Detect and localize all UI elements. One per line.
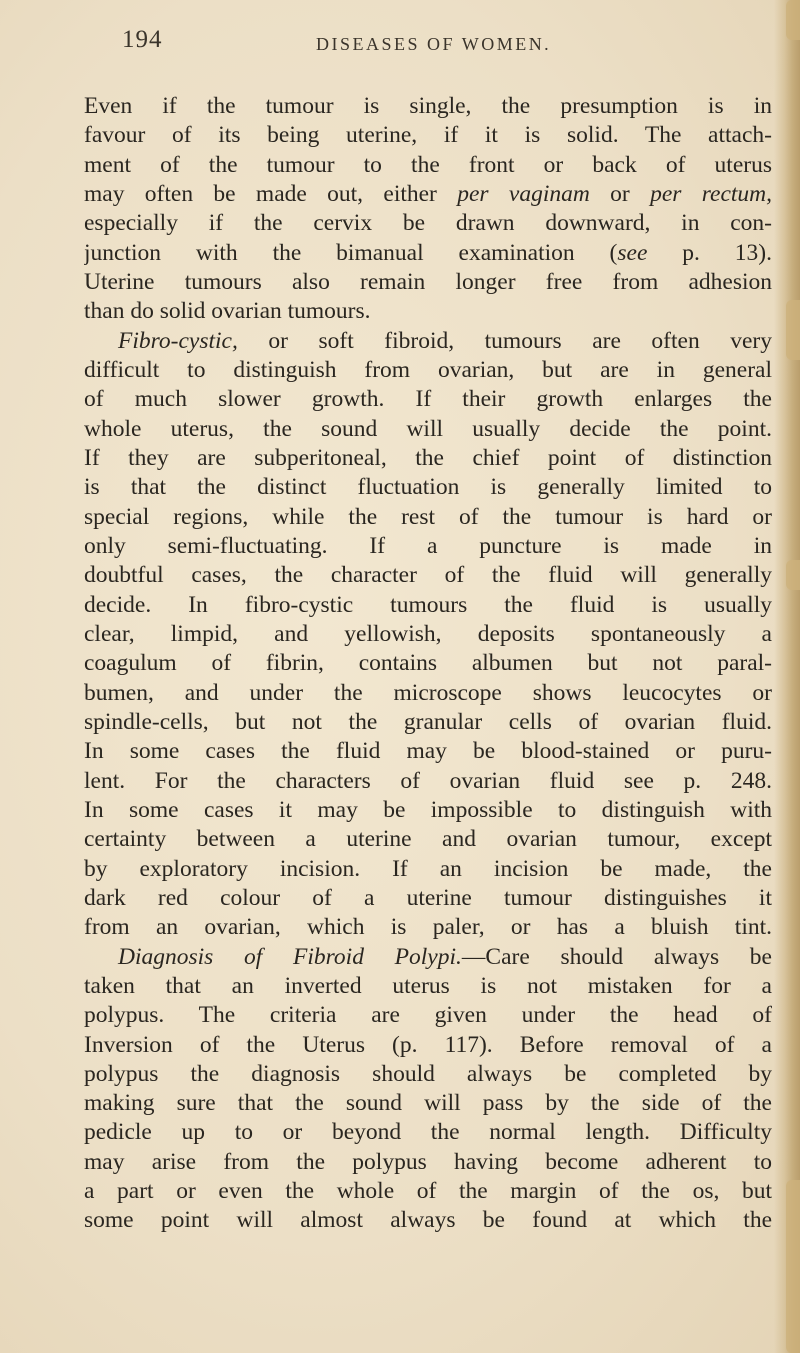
text-run: some point will almost always be found at which the (84, 1207, 772, 1234)
text-run: making sure that the sound will pass by the side of the (84, 1090, 772, 1117)
text-line (84, 884, 772, 913)
text-line (84, 297, 772, 326)
text-line (84, 591, 772, 620)
body-text (84, 92, 772, 1236)
text-run: p. 13). (647, 239, 772, 266)
text-line (84, 679, 772, 708)
text-run: decide. In fibro-cystic tumours the fluid is usually (84, 591, 772, 618)
text-line (84, 708, 772, 737)
text-run: ment of the tumour to the front or back of uterus (84, 151, 772, 178)
text-run: or (589, 180, 651, 207)
text-run: clear, limpid, and yellowish, deposits spontaneously a (84, 620, 772, 647)
text-line (84, 1177, 772, 1206)
text-line (84, 855, 772, 884)
text-line (84, 561, 772, 590)
text-run: may often be made out, either (84, 180, 458, 207)
text-line (84, 796, 772, 825)
text-run: a part or even the whole of the margin of the os, but (84, 1178, 772, 1205)
page-edge-tear (786, 1180, 800, 1353)
text-run: taken that an inverted uterus is not mistaken for a (84, 972, 772, 999)
text-line (84, 532, 772, 561)
text-run: of much slower growth. If their growth enlarges the (84, 386, 772, 413)
text-run: certainty between a uterine and ovarian tumour, except (84, 826, 772, 853)
italic-text: see (617, 239, 648, 266)
text-line (84, 180, 772, 209)
text-line (84, 415, 772, 444)
text-run: may arise from the polypus having become adherent to (84, 1148, 772, 1175)
text-line (84, 151, 772, 180)
text-run: polypus. The criteria are given under the head of (84, 1002, 772, 1029)
page-edge-tear (786, 300, 800, 360)
text-line (84, 1206, 772, 1235)
text-line (84, 1089, 772, 1118)
text-run: or soft fibroid, tumours are often very (237, 327, 772, 354)
text-run: coagulum of fibrin, contains albumen but not paral- (84, 650, 772, 677)
text-run: by exploratory incision. If an incision be made, the (84, 855, 772, 882)
text-line (84, 1060, 772, 1089)
page-edge-shadow (774, 0, 800, 1353)
text-run: doubtful cases, the character of the fluid will generally (84, 562, 772, 589)
text-run: especially if the cervix be drawn downward, in con- (84, 210, 772, 237)
text-line (84, 385, 772, 414)
text-line (84, 943, 772, 972)
text-run: —Care should always be (461, 943, 772, 970)
text-run: only semi-fluctuating. If a puncture is made in (84, 532, 772, 559)
text-line (84, 1001, 772, 1030)
text-run: favour of its being uterine, if it is solid. The attach- (84, 122, 772, 149)
text-line (84, 649, 772, 678)
text-line (84, 1148, 772, 1177)
text-run: difficult to distinguish from ovarian, but are in general (84, 356, 772, 383)
text-run: spindle-cells, but not the granular cells of ovarian fluid. (84, 708, 772, 735)
text-line (84, 92, 772, 121)
text-run: Even if the tumour is single, the presumption is in (84, 93, 772, 119)
text-line (84, 239, 772, 268)
text-line (84, 737, 772, 766)
italic-text: Fibro-cystic, (118, 327, 238, 354)
text-line (84, 121, 772, 150)
text-line (84, 620, 772, 649)
text-line (84, 1118, 772, 1147)
text-run: If they are subperitoneal, the chief point of distinction (84, 444, 772, 471)
text-run: is that the distinct fluctuation is generally limited to (84, 474, 772, 501)
text-run: than do solid ovarian tumours. (84, 298, 371, 325)
text-run: special regions, while the rest of the tumour is hard or (84, 503, 772, 530)
running-head: DISEASES OF WOMEN. (316, 34, 552, 54)
text-run: In some cases the fluid may be blood-stained or puru- (84, 738, 772, 765)
text-run: polypus the diagnosis should always be completed by (84, 1060, 772, 1087)
text-line (84, 503, 772, 532)
page-edge-tear (786, 560, 800, 590)
text-run: Uterine tumours also remain longer free from adhesion (84, 268, 772, 295)
text-line (84, 209, 772, 238)
text-line (84, 444, 772, 473)
text-run: dark red colour of a uterine tumour distinguishes it (84, 884, 772, 911)
page-number: 194 (122, 26, 163, 53)
text-line (84, 1031, 772, 1060)
text-line (84, 473, 772, 502)
text-line (84, 268, 772, 297)
text-line (84, 356, 772, 385)
text-line (84, 767, 772, 796)
text-line (84, 825, 772, 854)
text-run: junction with the bimanual examination ( (84, 239, 618, 266)
italic-text: Diagnosis of Fibroid Polypi. (118, 943, 462, 970)
text-line (84, 972, 772, 1001)
text-line (84, 327, 772, 356)
text-run: whole uterus, the sound will usually decide the point. (84, 415, 772, 442)
italic-text: per rectum, (650, 180, 772, 207)
page-header (0, 26, 800, 62)
text-run: lent. For the characters of ovarian fluid see p. 248. (84, 767, 772, 794)
italic-text: per vaginam (457, 180, 590, 207)
text-run: pedicle up to or beyond the normal length. Difficulty (84, 1119, 772, 1146)
text-run: bumen, and under the microscope shows leucocytes or (84, 679, 772, 706)
text-run: In some cases it may be impossible to distinguish with (84, 796, 772, 823)
text-run: Inversion of the Uterus (p. 117). Before removal of a (84, 1031, 772, 1058)
text-run: from an ovarian, which is paler, or has a bluish tint. (84, 914, 772, 941)
text-line (84, 913, 772, 942)
